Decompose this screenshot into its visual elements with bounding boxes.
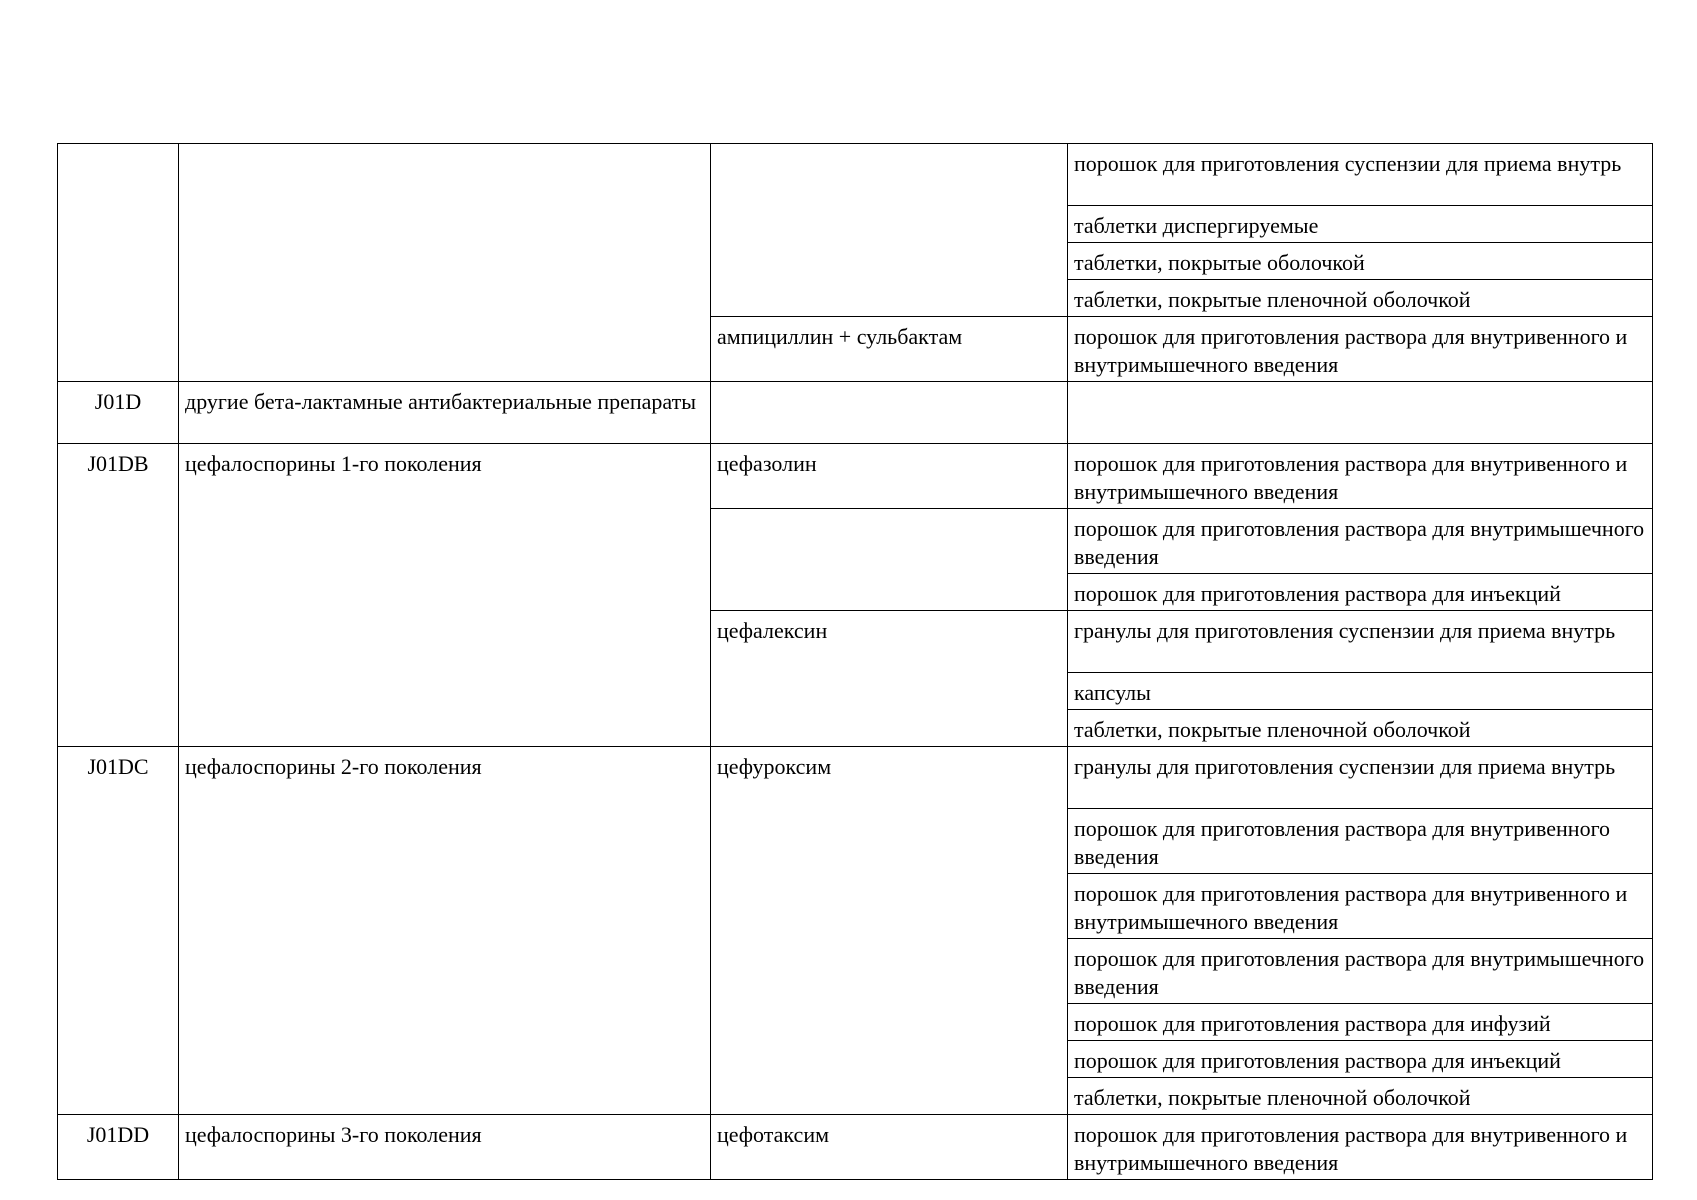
table-row [58, 382, 1653, 444]
dosage-form-cell [1068, 382, 1653, 444]
dosage-form-cell: гранулы для приготовления суспензии для приема внутрь [1068, 611, 1653, 673]
dosage-form-cell: порошок для приготовления раствора для внутривенного и внутримышечного введения [1068, 1115, 1653, 1180]
group-name-cell: другие бета-лактамные антибактериальные препараты [179, 382, 711, 444]
dosage-form-cell: таблетки, покрытые пленочной оболочкой [1068, 280, 1653, 317]
drug-name-cell: ампициллин + сульбактам [711, 317, 1068, 382]
group-name-cell: цефалоспорины 2-го поколения [179, 747, 711, 1115]
dosage-form-cell: порошок для приготовления суспензии для приема внутрь [1068, 144, 1653, 206]
atc-code-cell: J01DD [58, 1115, 179, 1180]
dosage-form-cell: порошок для приготовления раствора для инфузий [1068, 1004, 1653, 1041]
dosage-form-cell: таблетки диспергируемые [1068, 206, 1653, 243]
group-name-cell: цефалоспорины 3-го поколения [179, 1115, 711, 1180]
table-row [58, 444, 1653, 509]
dosage-form-cell: капсулы [1068, 673, 1653, 710]
atc-code-cell: J01DB [58, 444, 179, 747]
drug-name-cell: цефалексин [711, 611, 1068, 747]
dosage-form-cell: порошок для приготовления раствора для внутривенного и внутримышечного введения [1068, 444, 1653, 509]
atc-code-cell [58, 144, 179, 382]
table-row [58, 144, 1653, 206]
dosage-form-cell: порошок для приготовления раствора для внутримышечного введения [1068, 939, 1653, 1004]
group-name-cell [179, 144, 711, 382]
group-name-cell: цефалоспорины 1-го поколения [179, 444, 711, 747]
dosage-form-cell: порошок для приготовления раствора для внутримышечного введения [1068, 509, 1653, 574]
dosage-form-cell: порошок для приготовления раствора для внутривенного введения [1068, 809, 1653, 874]
table-row [58, 747, 1653, 809]
dosage-form-cell: порошок для приготовления раствора для инъекций [1068, 574, 1653, 611]
atc-code-cell: J01D [58, 382, 179, 444]
table-row [58, 1115, 1653, 1180]
drug-name-cell: цефазолин [711, 444, 1068, 509]
drug-name-cell: цефуроксим [711, 747, 1068, 1115]
medication-table [57, 143, 1653, 1180]
drug-name-cell [711, 144, 1068, 317]
drug-name-cell [711, 509, 1068, 611]
drug-name-cell: цефотаксим [711, 1115, 1068, 1180]
dosage-form-cell: порошок для приготовления раствора для внутривенного и внутримышечного введения [1068, 317, 1653, 382]
dosage-form-cell: таблетки, покрытые пленочной оболочкой [1068, 1078, 1653, 1115]
dosage-form-cell: таблетки, покрытые пленочной оболочкой [1068, 710, 1653, 747]
drug-name-cell [711, 382, 1068, 444]
dosage-form-cell: порошок для приготовления раствора для внутривенного и внутримышечного введения [1068, 874, 1653, 939]
dosage-form-cell: таблетки, покрытые оболочкой [1068, 243, 1653, 280]
atc-code-cell: J01DC [58, 747, 179, 1115]
dosage-form-cell: порошок для приготовления раствора для инъекций [1068, 1041, 1653, 1078]
dosage-form-cell: гранулы для приготовления суспензии для приема внутрь [1068, 747, 1653, 809]
